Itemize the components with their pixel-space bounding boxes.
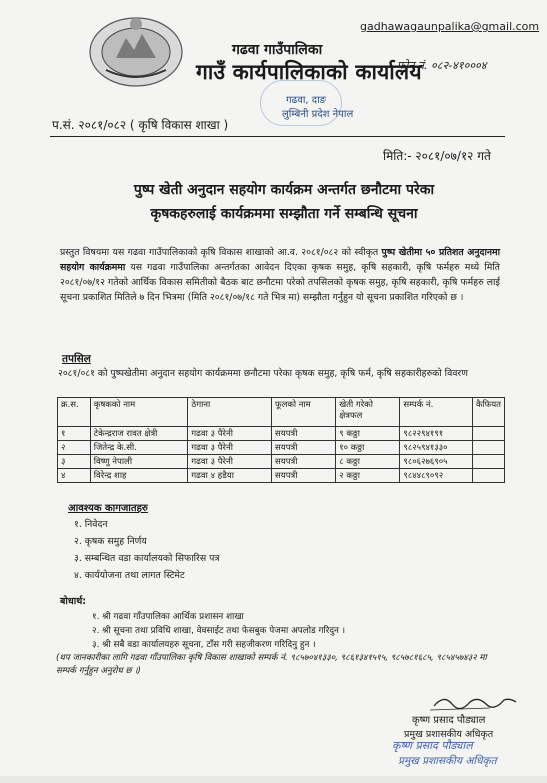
docs-list [74,516,220,584]
cell-flower: सयपत्री [272,469,336,483]
cell-name: विष्णु नेपाली [90,455,188,469]
col-flower: फूलको नाम [272,398,336,427]
contact-note: (थप जानकारीका लागि गढवा गाँउपालिका कृषि विकास शाखाको सम्पर्क नं. ९८५७०४१३३०, ९८६१३४१५१५, ९८५७८१६८५, ९८५४५७४३२ मा सम्पर्क गर्नुहुन अनुरोध छ ।) [56,653,487,676]
list-item: २. कृषक समुह निर्णय [74,536,147,547]
list-item: १. निवेदन [74,519,108,530]
notice-title [114,178,454,226]
tapasil-text: २०८१/०८१ को पुष्पखेतीमा अनुदान सहयोग कार्यक्रममा छनौटमा परेका कृषक समुह, कृषि फर्म, कृषि सहकारीहरुको विवरण [58,368,468,379]
cell-area: १० कठ्ठा [336,441,400,455]
notice-paragraph [60,245,500,305]
cell-contact: ९८२२९४१९१ [400,427,473,441]
stamp-post: प्रमुख प्रशासकीय अधिकृत [398,755,497,767]
cell-sn: ३ [58,455,91,469]
cc-list [92,610,345,652]
cell-contact: ९८२५९४१३३० [400,441,473,455]
farmers-table [57,397,505,483]
cell-name: जितेन्द्र के.सी. [90,441,188,455]
cell-address: गढवा ३ पैरेनी [188,427,272,441]
cell-flower: सयपत्री [272,455,336,469]
cell-contact: ९८४४८९०९२ [400,469,473,483]
cell-address: गढवा ३ पैरेनी [188,455,272,469]
col-area: खेती गरेको क्षेत्रफल [336,398,400,427]
cell-sn: २ [58,441,91,455]
notice-date: मिति:- २०८१/०७/१२ गते [383,149,491,163]
list-item: ३. सम्बन्धित वडा कार्यालयको सिफारिस पत्र [74,553,220,564]
para-bold: पुष्प खेतीमा ५० प्रतिशत अनुदानमा सहयोग कार्यक्रममा [60,247,500,273]
col-name: कृषकको नाम [90,398,188,427]
cell-sn: १ [58,427,91,441]
cell-area: २ कठ्ठा [336,469,400,483]
address-line-2: लुम्बिनी प्रदेश नेपाल [282,109,354,120]
cell-name: विरेन्द्र शाह [90,469,188,483]
list-item: २. श्री सूचना तथा प्रविधि शाखा, वेवसाईट तथा फेसबुक पेजमा अपलोड गरिदुन । [92,626,346,636]
office-email: gadhawagaunpalika@gmail.com [360,20,540,33]
cell-remarks [472,441,504,455]
header-divider [50,136,505,137]
cell-contact: ९८०६२७६९०५ [400,455,473,469]
stamp-name: कृष्ण प्रसाद पौड्याल [392,739,473,752]
signer-name: कृष्ण प्रसाद पौड्याल [412,715,486,726]
table-row [58,469,505,483]
notice-title-line-1: पुष्प खेती अनुदान सहयोग कार्यक्रम अन्तर्गत छनौटमा परेका [133,182,435,198]
col-contact: सम्पर्क नं. [400,398,473,427]
nepal-emblem-icon [86,10,186,90]
col-address: ठेगाना [188,398,272,427]
para-part-1: प्रस्तुत विषयमा यस गढवा गाउँपालिकाको कृषि विकास शाखाको आ.व. २०८१/०८२ को स्वीकृत [60,247,382,258]
page-bottom-edge [0,776,547,783]
address-line-1: गढवा, दाङ [286,95,327,106]
cell-remarks [472,455,504,469]
cell-address: गढवा ३ पैरेनी [188,441,272,455]
cell-flower: सयपत्री [272,441,336,455]
cell-address: गढवा ४ हडैया [188,469,272,483]
notice-title-line-2: कृषकहरुलाई कार्यक्रममा सम्झौता गर्ने सम्बन्धि सूचना [150,206,418,222]
cc-heading: बोधार्थ: [60,596,87,607]
para-part-2: यस गढवा गाउँपालिका अन्तर्गतका आवेदन दिएका कृषक समुह, कृषि सहकारी, कृषि फर्महरु मध्ये मिति २०८१/०७/१२ गतेको आर्थिक विकास समितीको बैठक बाट छनौटमा परेको तपसिलको कृषक समुह, कृषि सहकारी, कृषि फर्महरु लाई सूचना प्रकाशित मितिले ७ दिन भित्रमा (मिति २०८१/०७/१८ गते भित्र मा) सम्झौता गर्नुहुन यो सूचना प्रकाशित गरिएको छ । [60,262,500,303]
office-name: गाउँ कार्यपालिकाको कार्यालय [196,60,422,84]
cell-area: ९ कठ्ठा [336,427,400,441]
signature-icon [430,690,520,714]
cell-flower: सयपत्री [272,427,336,441]
signer-post: प्रमुख प्रशासकीय अधिकृत [404,729,494,740]
table-row [58,441,505,455]
cell-name: टेकेन्द्रराज रावत क्षेत्री [90,427,188,441]
list-item: ३. श्री सबै वडा कार्यालयहरु सूचना, टाँस गरी सहजीकरण गरिदिनु हुन । [92,640,316,650]
cell-remarks [472,469,504,483]
cell-sn: ४ [58,469,91,483]
municipality-name: गढवा गाउँपालिका [232,42,323,58]
cell-area: ८ कठ्ठा [336,455,400,469]
docs-heading: आवश्यक कागजातहरु [68,503,148,514]
list-item: ४. कार्ययोजना तथा लागत स्टिमेट [74,570,185,581]
col-sn: क्र.स. [58,398,91,427]
tapasil-heading: तपसिल [62,353,91,365]
office-phone: फोन नं. ०८२-४१०००४ [397,59,487,72]
cell-remarks [472,427,504,441]
table-header-row [58,398,505,427]
list-item: १. श्री गढवा गाँउपालिका आर्थिक प्रशासन शाखा [92,612,244,622]
table-row [58,455,505,469]
table-row [58,427,505,441]
reference-number: प.सं. २०८१/०८२ ( कृषि विकास शाखा ) [52,118,229,132]
col-remarks: कैफियत [472,398,504,427]
